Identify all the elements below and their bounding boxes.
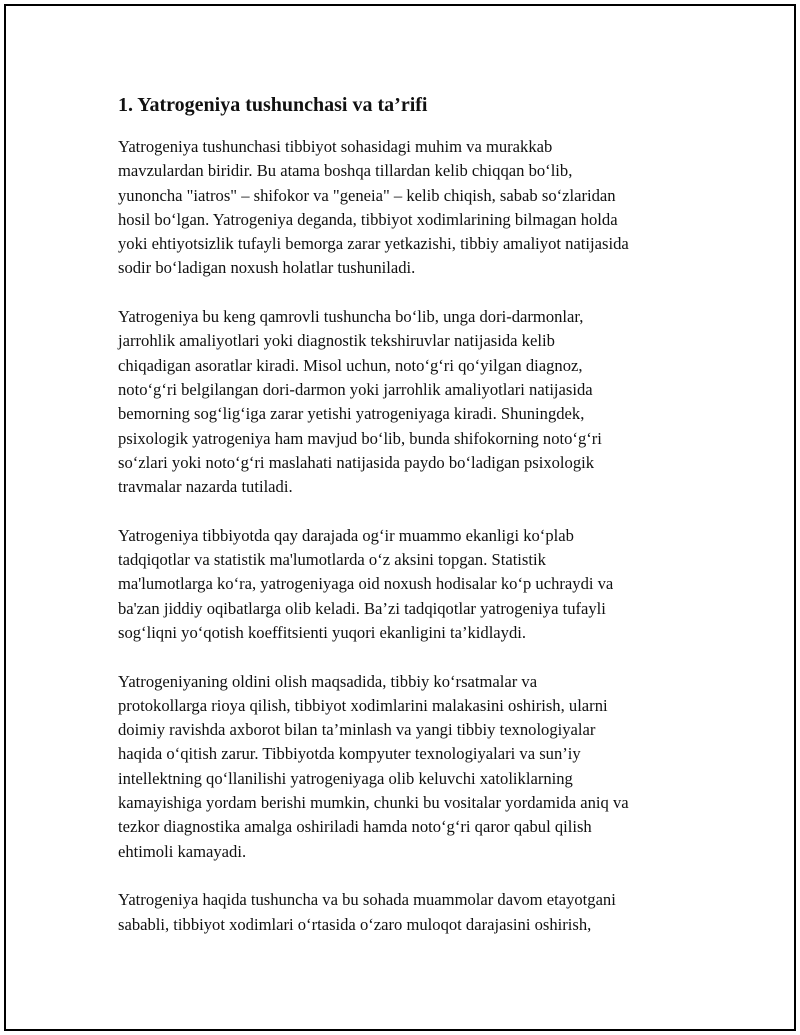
paragraph-statistics: Yatrogeniya tibbiyotda qay darajada og‘ir muammo ekanligi ko‘plab tadqiqotlar va statistik ma'lumotlarda o‘z aksini topgan. Statistik ma'lumotlarga ko‘ra, yatrogeniyaga oid noxush hodisalar ko‘p uchraydi va ba'zan jiddiy oqibatlarga olib keladi. Ba’zi tadqiqotlar yatrogeniya tufayli sog‘liqni yo‘qotish koeffitsienti yuqori ekanligini ta’kidlaydi.: [118, 525, 614, 642]
paragraph-scope: Yatrogeniya bu keng qamrovli tushuncha bo‘lib, unga dori-darmonlar, jarrohlik amaliyotlari yoki diagnostik tekshiruvlar natijasida kelib chiqadigan asoratlar kiradi. Misol uchun, noto‘g‘ri qo‘yilgan diagnoz, noto‘g‘ri belgilangan dori-darmon yoki jarrohlik amaliyotlari natijasida bemorning sog‘lig‘iga zarar yetishi yatrogeniyaga kiradi. Shuningdek, psixologik yatrogeniya ham mavjud bo‘lib, bunda shifokorning noto‘g‘ri so‘zlari yoki noto‘g‘ri maslahati natijasida paydo bo‘ladigan psixologik travmalar nazarda tutiladi.: [118, 307, 602, 497]
section-heading: 1. Yatrogeniya tushunchasi va ta’rifi: [118, 94, 428, 116]
paragraph-communication: Yatrogeniya haqida tushuncha va bu sohada muammolar davom etayotgani sababli, tibbiyot xodimlari o‘rtasida o‘zaro muloqot darajasini oshirish,: [118, 890, 616, 934]
paragraph-definition: Yatrogeniya tushunchasi tibbiyot sohasidagi muhim va murakkab mavzulardan biridir. Bu atama boshqa tillardan kelib chiqqan bo‘lib, yunoncha "iatros" – shifokor va "geneia" – kelib chiqish, sabab so‘zlaridan hosil bo‘lgan. Yatrogeniya deganda, tibbiyot xodimlarining bilmagan holda yoki ehtiyotsizlik tufayli bemorga zarar yetkazishi, tibbiy amaliyot natijasida sodir bo‘ladigan noxush holatlar tushuniladi.: [118, 137, 629, 278]
paragraph-prevention: Yatrogeniyaning oldini olish maqsadida, tibbiy ko‘rsatmalar va protokollarga rioya qilish, tibbiyot xodimlarini malakasini oshirish, ularni doimiy ravishda axborot bilan ta’minlash va yangi tibbiy texnologiyalar haqida o‘qitish zarur. Tibbiyotda kompyuter texnologiyalari va sun’iy intellektning qo‘llanilishi yatrogeniyaga olib keluvchi xatoliklarning kamayishiga yordam berishi mumkin, chunki bu vositalar yordamida aniq va tezkor diagnostika amalga oshiriladi hamda noto‘g‘ri qaror qabul qilish ehtimoli kamayadi.: [118, 671, 629, 861]
document-body: [118, 92, 708, 961]
